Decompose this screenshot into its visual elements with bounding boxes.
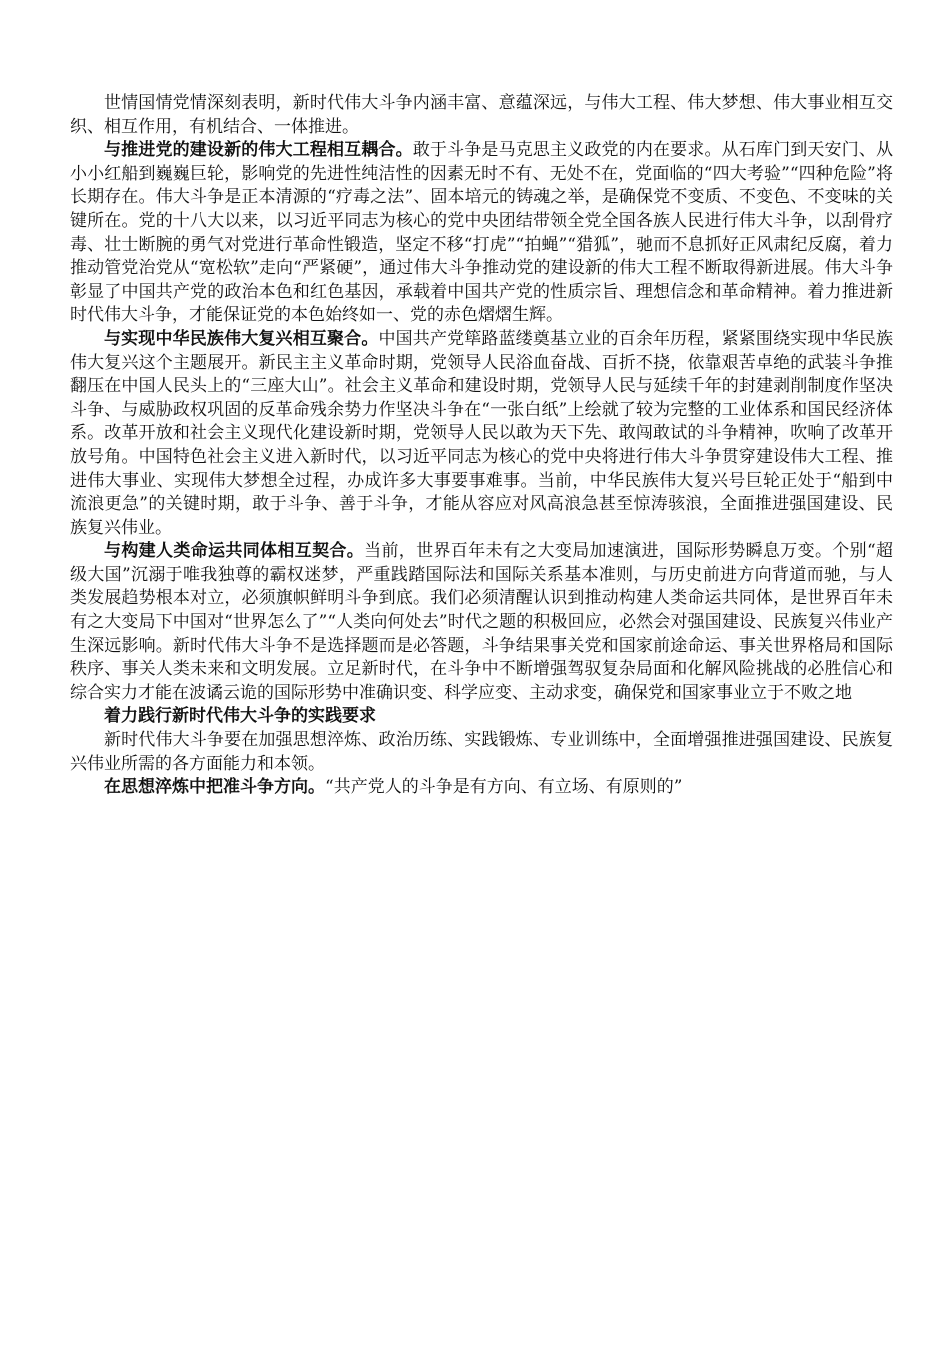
paragraph-lead: 在思想淬炼中把准斗争方向。 (104, 777, 325, 798)
paragraph-practice-intro (70, 729, 893, 776)
paragraph-national-rejuvenation (70, 328, 893, 540)
paragraph-text: 新时代伟大斗争要在加强思想淬炼、政治历练、实践锻炼、专业训练中，全面增强推进强国建设、民族复兴伟业所需的各方面能力和本领。 (70, 730, 893, 774)
paragraph-ideological-tempering (70, 776, 893, 800)
paragraph-text: 中国共产党筚路蓝缕奠基立业的百余年历程，紧紧围绕实现中华民族伟大复兴这个主题展开。新民主主义革命时期，党领导人民浴血奋战、百折不挠，依靠艰苦卓绝的武装斗争推翻压在中国人民头上的“三座大山”。社会主义革命和建设时期，党领导人民与延续千年的封建剥削制度作坚决斗争、与威胁政权巩固的反革命残余势力作坚决斗争在“一张白纸”上绘就了较为完整的工业体系和国民经济体系。改革开放和社会主义现代化建设新时期，党领导人民以敢为天下先、敢闯敢试的斗争精神，吹响了改革开放号角。中国特色社会主义进入新时代，以习近平同志为核心的党中央将进行伟大斗争贯穿建设伟大工程、推进伟大事业、实现伟大梦想全过程，办成许多大事要事难事。当前，中华民族伟大复兴号巨轮正处于“船到中流浪更急”的关键时期，敢于斗争、善于斗争，才能从容应对风高浪急甚至惊涛骇浪，全面推进强国建设、民族复兴伟业。 (70, 328, 894, 538)
paragraph-lead: 与推进党的建设新的伟大工程相互耦合。 (104, 140, 413, 161)
paragraph-text: “共产党人的斗争是有方向、有立场、有原则的” (325, 777, 683, 798)
paragraph-lead: 与实现中华民族伟大复兴相互聚合。 (104, 328, 379, 349)
paragraph-intro (70, 92, 893, 139)
section-heading: 着力践行新时代伟大斗争的实践要求 (104, 706, 376, 727)
paragraph-text: 世情国情党情深刻表明，新时代伟大斗争内涵丰富、意蕴深远，与伟大工程、伟大梦想、伟大事业相互交织、相互作用，有机结合、一体推进。 (70, 93, 893, 137)
paragraph-text: 当前，世界百年未有之大变局加速演进，国际形势瞬息万变。个别“超级大国”沉溺于唯我独尊的霸权迷梦，严重践踏国际法和国际关系基本准则，与历史前进方向背道而驰，与人类发展趋势根本对立，必须旗帜鲜明斗争到底。我们必须清醒认识到推动构建人类命运共同体，是世界百年未有之大变局下中国对“世界怎么了”“人类向何处去”时代之题的积极回应，必然会对强国建设、民族复兴伟业产生深远影响。新时代伟大斗争不是选择题而是必答题，斗争结果事关党和国家前途命运、事关世界格局和国际秩序、事关人类未来和文明发展。立足新时代，在斗争中不断增强驾驭复杂局面和化解风险挑战的必胜信心和综合实力才能在波谲云诡的国际形势中准确识变、科学应变、主动求变，确保党和国家事业立于不败之地 (70, 541, 893, 703)
paragraph-text: 敢于斗争是马克思主义政党的内在要求。从石库门到天安门、从小小红船到巍巍巨轮，影响党的先进性纯洁性的因素无时不有、无处不在，党面临的“四大考验”“四种危险”将长期存在。伟大斗争是正本清源的“疗毒之法”、固本培元的铸魂之举，是确保党不变质、不变色、不变味的关键所在。党的十八大以来，以习近平同志为核心的党中央团结带领全党全国各族人民进行伟大斗争，以刮骨疗毒、壮士断腕的勇气对党进行革命性锻造，坚定不移“打虎”“拍蝇”“猎狐”，驰而不息抓好正风肃纪反腐，着力推动管党治党从“宽松软”走向“严紧硬”，通过伟大斗争推动党的建设新的伟大工程不断取得新进展。伟大斗争彰显了中国共产党的政治本色和红色基因，承载着中国共产党的性质宗旨、理想信念和革命精神。着力推进新时代伟大斗争，才能保证党的本色始终如一、党的赤色熠熠生辉。 (70, 140, 894, 326)
paragraph-party-building (70, 139, 893, 328)
paragraph-shared-future (70, 540, 893, 705)
paragraph-lead: 与构建人类命运共同体相互契合。 (104, 541, 365, 562)
document-page (70, 92, 893, 800)
